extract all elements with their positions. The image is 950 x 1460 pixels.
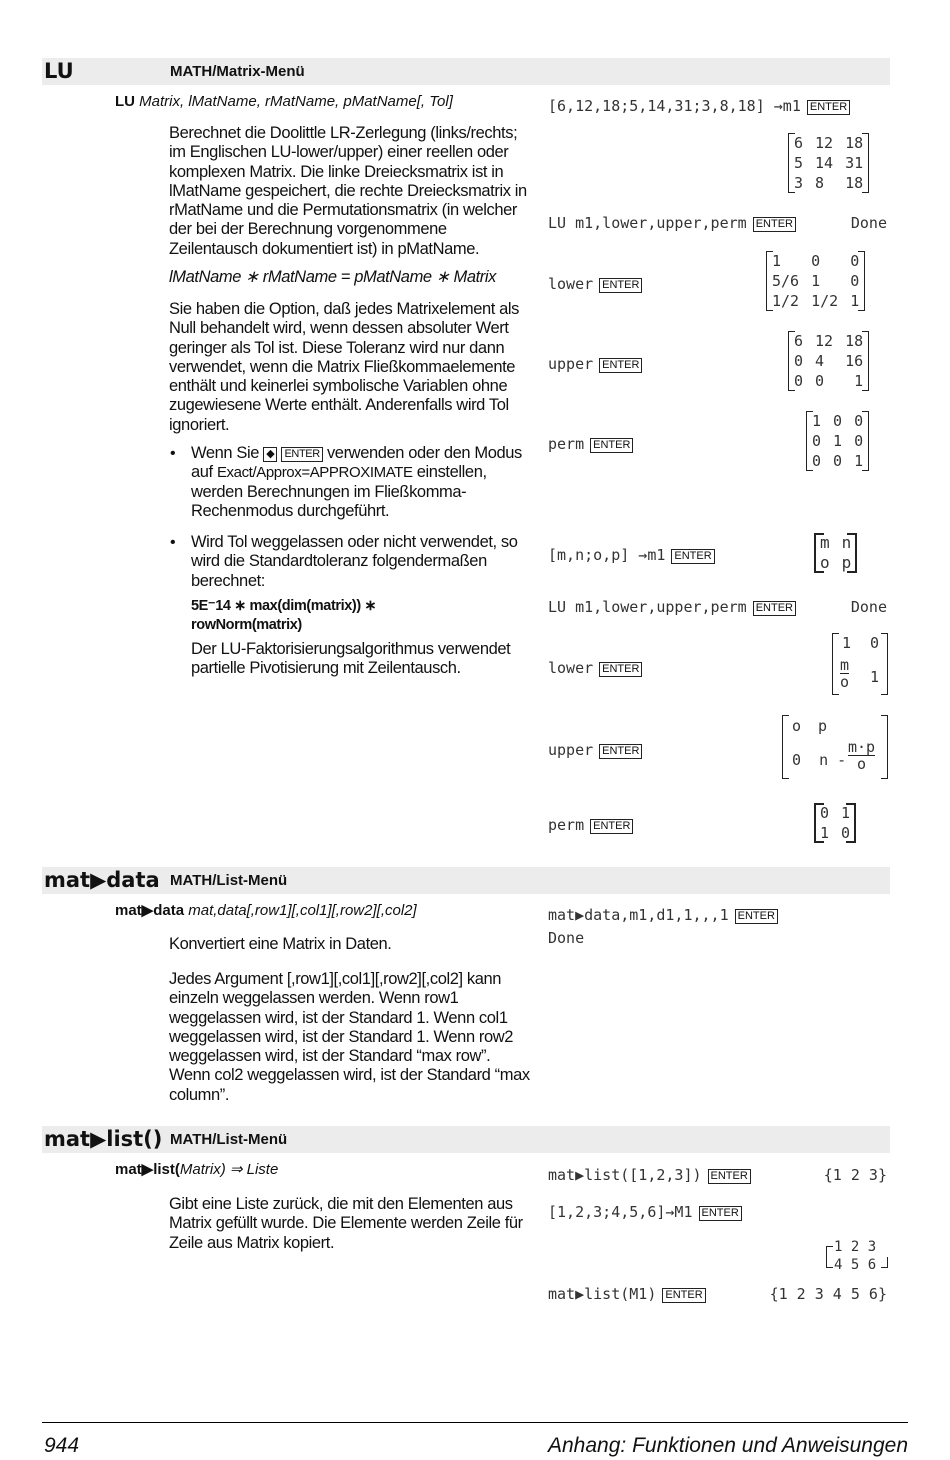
matrix-cell: 0: [812, 452, 822, 470]
matrix-cell: 6: [794, 134, 804, 152]
enter-key-icon: ENTER: [735, 909, 778, 924]
lu-example-cmd-1: [548, 96, 850, 116]
perm-cmd: [548, 434, 633, 454]
cmd-text: LU m1,lower,upper,perm: [548, 598, 747, 616]
matrix-cell: 1: [820, 824, 830, 842]
matdata-syntax-cmd: mat▶data: [115, 902, 185, 919]
upper2-cmd: [548, 740, 642, 760]
enter-key-icon: ENTER: [753, 217, 796, 232]
matdata-syntax: [115, 901, 417, 921]
matrix-cell: 5/6: [772, 272, 800, 290]
matdata-entry-name: mat▶data: [44, 868, 160, 892]
matrix-cell: n: [841, 533, 852, 552]
matrix-cell: 0: [854, 432, 864, 450]
matrix-perm: [806, 411, 869, 471]
lu-menu-path: MATH/Matrix-Menü: [170, 63, 305, 80]
matlist-syntax-cmd: mat▶list(: [115, 1161, 180, 1178]
cmd-text: mat▶list([1,2,3]): [548, 1166, 702, 1184]
matrix-cell: 0: [833, 412, 843, 430]
cmd-text: LU m1,lower,upper,perm: [548, 214, 747, 232]
lu-tolerance-text: Sie haben die Option, daß jedes Matrixelement als Null behandelt wird, wenn dessen absoluter Wert geringer als Tol ist. Diese Toleranz wird nur dann verwendet, wenn die Matrix Fließkommaelemente enthält und keinerlei symbolische Variablen ohne zugewiesene Werte enthält. Anderenfalls wird Tol ignoriert.: [169, 300, 520, 434]
lu-example-cmd-4: [548, 597, 796, 617]
enter-key-icon: ENTER: [699, 1206, 742, 1221]
upper-cmd: [548, 354, 642, 374]
enter-key-icon: ENTER: [807, 100, 850, 115]
enter-key-icon: ENTER: [599, 358, 642, 373]
matrix-cell: 1: [841, 804, 851, 822]
matrix-cell: 18: [845, 174, 864, 192]
matrix-cell: 12: [815, 332, 834, 350]
footer-rule: [42, 1422, 908, 1423]
done-result: Done: [850, 598, 887, 616]
lu-syntax-args: Matrix, lMatName, rMatName, pMatName: [139, 93, 417, 110]
matrix-cell: 6: [794, 332, 804, 350]
matrix-lower: [766, 251, 865, 311]
matrix-cell: p: [841, 553, 852, 572]
matrix-upper: [788, 331, 869, 391]
matrix-m1-table: [788, 133, 869, 193]
lower-cmd: [548, 274, 642, 294]
cmd-text: upper: [548, 355, 594, 373]
matlist-syntax-return: ) ⇒ Liste: [220, 1161, 279, 1178]
matrix-cell: 0: [820, 804, 830, 822]
lu-bullet-2: Wird Tol weggelassen oder nicht verwendet, so wird die Standardtoleranz folgendermaßen berechnet:: [191, 533, 518, 590]
matrix-cell: 8: [815, 174, 825, 192]
lu-syntax-cmd: LU: [115, 93, 135, 110]
bullet-icon: •: [170, 445, 176, 462]
enter-key-icon: ENTER: [662, 1288, 705, 1303]
enter-key-icon: ENTER: [671, 549, 714, 564]
matrix-cell: 1: [833, 432, 843, 450]
fraction-mp-over-o: $\frac{m\cdot p}{o}$: [848, 738, 876, 773]
matrix-cell: 1: [772, 252, 782, 270]
matlist-example-3: [548, 1284, 706, 1304]
matlist-menu-path: MATH/List-Menü: [170, 1131, 288, 1148]
lu-entry-name: LU: [44, 59, 74, 83]
lu-example-cmd-2: [548, 213, 796, 233]
enter-key-icon: ENTER: [708, 1169, 751, 1184]
matdata-example-cmd: [548, 905, 778, 925]
enter-key-icon: ENTER: [599, 278, 642, 293]
cmd-text: mat▶data,m1,d1,1,,,1: [548, 906, 729, 924]
lower2-cmd: [548, 658, 642, 678]
lu-tol-formula-2: rowNorm(matrix): [191, 617, 302, 633]
matrix-cell: 1: [811, 272, 821, 290]
done-result: Done: [850, 214, 887, 232]
lu-formula: lMatName ∗ rMatName = pMatName ∗ Matrix: [169, 268, 497, 286]
matrix-cell: 0: [815, 372, 825, 390]
cmd-text: perm: [548, 435, 585, 453]
matlist-example-1: [548, 1165, 751, 1185]
diamond-key-icon: ◆: [263, 447, 277, 462]
fraction-m-over-o: $\frac{m}{o}$: [840, 656, 850, 691]
matlist-result-1: {1 2 3}: [823, 1166, 887, 1184]
enter-key-icon: ENTER: [590, 819, 633, 834]
cmd-text: [6,12,18;5,14,31;3,8,18] →m1: [548, 97, 801, 115]
lu-description: Berechnet die Doolittle LR-Zerlegung (links/rechts; im Englischen LU-lower/upper) einer reellen oder komplexen Matrix. Die linke Dreiecksmatrix ist in lMatName gespeichert, die rechte Dreiecksmatrix in rMatName und die Permutationsmatrix (in welcher der bei der Berechnung vorgenommene Zeilentausch dokumentiert ist) in pMatName.: [169, 124, 527, 258]
matrix-cell: 1: [812, 412, 822, 430]
cmd-text: [m,n;o,p] →m1: [548, 546, 666, 564]
perm2-cmd: [548, 815, 633, 835]
matrix-cell: 18: [845, 332, 864, 350]
matrix-cell: 0: [850, 272, 860, 290]
matrix-m2: [814, 533, 857, 573]
matrix-cell: m: [820, 533, 830, 552]
matrix-cell: 16: [845, 352, 864, 370]
matdata-desc-1: Konvertiert eine Matrix in Daten.: [169, 935, 392, 953]
lu-bullet-1: [191, 444, 536, 521]
lu-tol-formula-1: 5E⁻14 ∗ max(dim(matrix)) ∗: [191, 598, 377, 614]
matrix-cell: 0: [812, 432, 822, 450]
matrix-perm2: [814, 803, 856, 843]
lu-syntax: [115, 92, 453, 112]
matrix-cell: 0: [841, 824, 851, 842]
lu-algorithm-text: Der LU-Faktorisierungsalgorithmus verwendet partielle Pivotisierung mit Zeilentausch.: [191, 640, 511, 678]
page-number: 944: [44, 1434, 80, 1457]
bullet1-mode: Exact/Approx=APPROXIMATE: [216, 464, 413, 482]
matrix-lower2: 1 0 $\frac{m}{o}$ 1: [832, 633, 888, 695]
matlist-matrix-result: 1 2 3 4 5 6: [826, 1239, 888, 1277]
matrix-cell: o: [820, 553, 830, 572]
cmd-text: perm: [548, 816, 585, 834]
matrix-cell: 1: [854, 372, 864, 390]
matrix-cell: 4: [815, 352, 825, 370]
matrix-cell: 1: [850, 292, 860, 310]
matlist-syntax-arg: Matrix: [179, 1161, 221, 1178]
matrix-cell: 3: [794, 174, 804, 192]
matlist-result-3: {1 2 3 4 5 6}: [769, 1285, 887, 1303]
matrix-cell: 0: [854, 412, 864, 430]
lu-syntax-opt: [, Tol]: [416, 93, 453, 110]
matlist-syntax: [115, 1160, 278, 1180]
matrix-cell: 18: [845, 134, 864, 152]
matlist-entry-name: mat▶list(): [44, 1127, 163, 1151]
matrix-cell: 0: [794, 372, 804, 390]
cmd-text: mat▶list(M1): [548, 1285, 657, 1303]
matrix-cell: 0: [833, 452, 843, 470]
enter-key-icon: ENTER: [599, 744, 642, 759]
matrix-cell: 0: [811, 252, 821, 270]
enter-key-icon: ENTER: [590, 438, 633, 453]
bullet1-tail: einstellen, werden Berechnungen im Fließkomma-Rechenmodus durchgeführt.: [191, 463, 487, 520]
matlist-example-2: [548, 1202, 742, 1222]
bullet1-post: verwenden oder den Modus auf: [191, 444, 522, 482]
matrix-m1: [788, 133, 869, 193]
lu-example-cmd-3: [548, 545, 715, 565]
cmd-text: [1,2,3;4,5,6]→M1: [548, 1203, 693, 1221]
matrix-cell: 14: [815, 154, 834, 172]
bullet1-pre: Wenn Sie: [191, 444, 260, 462]
footer-title: Anhang: Funktionen und Anweisungen: [548, 1434, 908, 1457]
matrix-cell: 0: [794, 352, 804, 370]
matrix-upper2: o p 0 n - $\frac{m\cdot p}{o}$: [782, 715, 888, 779]
matrix-cell: 0: [850, 252, 860, 270]
matrix-cell: 1/2: [811, 292, 839, 310]
matrix-cell: 5: [794, 154, 804, 172]
enter-key-icon: ENTER: [753, 601, 796, 616]
enter-key-icon: ENTER: [599, 662, 642, 677]
matrix-cell: 1/2: [772, 292, 800, 310]
matrix-cell: 1: [854, 452, 864, 470]
matrix-cell: 31: [845, 154, 864, 172]
matdata-example-result: Done: [548, 929, 585, 947]
enter-key-icon: ENTER: [281, 447, 322, 462]
cmd-text: lower: [548, 659, 594, 677]
cmd-text: lower: [548, 275, 594, 293]
matdata-menu-path: MATH/List-Menü: [170, 872, 288, 889]
matrix-cell: 12: [815, 134, 834, 152]
matlist-desc: Gibt eine Liste zurück, die mit den Elementen aus Matrix gefüllt wurde. Die Elemente werden Zeile für Zeile aus Matrix kopiert.: [169, 1195, 523, 1252]
matdata-syntax-args: mat,data[,row1][,col1][,row2][,col2]: [188, 902, 417, 919]
bullet-icon: •: [170, 534, 176, 551]
matdata-desc-2: Jedes Argument [,row1][,col1][,row2][,col2] kann einzeln weggelassen werden. Wenn row1 weggelassen wird, ist der Standard 1. Wenn col1 weggelassen wird, ist der Standard 1. Wenn row2 weggelassen wird, ist der Standard “max row”. Wenn col2 weggelassen wird, ist der Standard “max column”.: [169, 970, 530, 1104]
cmd-text: upper: [548, 741, 594, 759]
